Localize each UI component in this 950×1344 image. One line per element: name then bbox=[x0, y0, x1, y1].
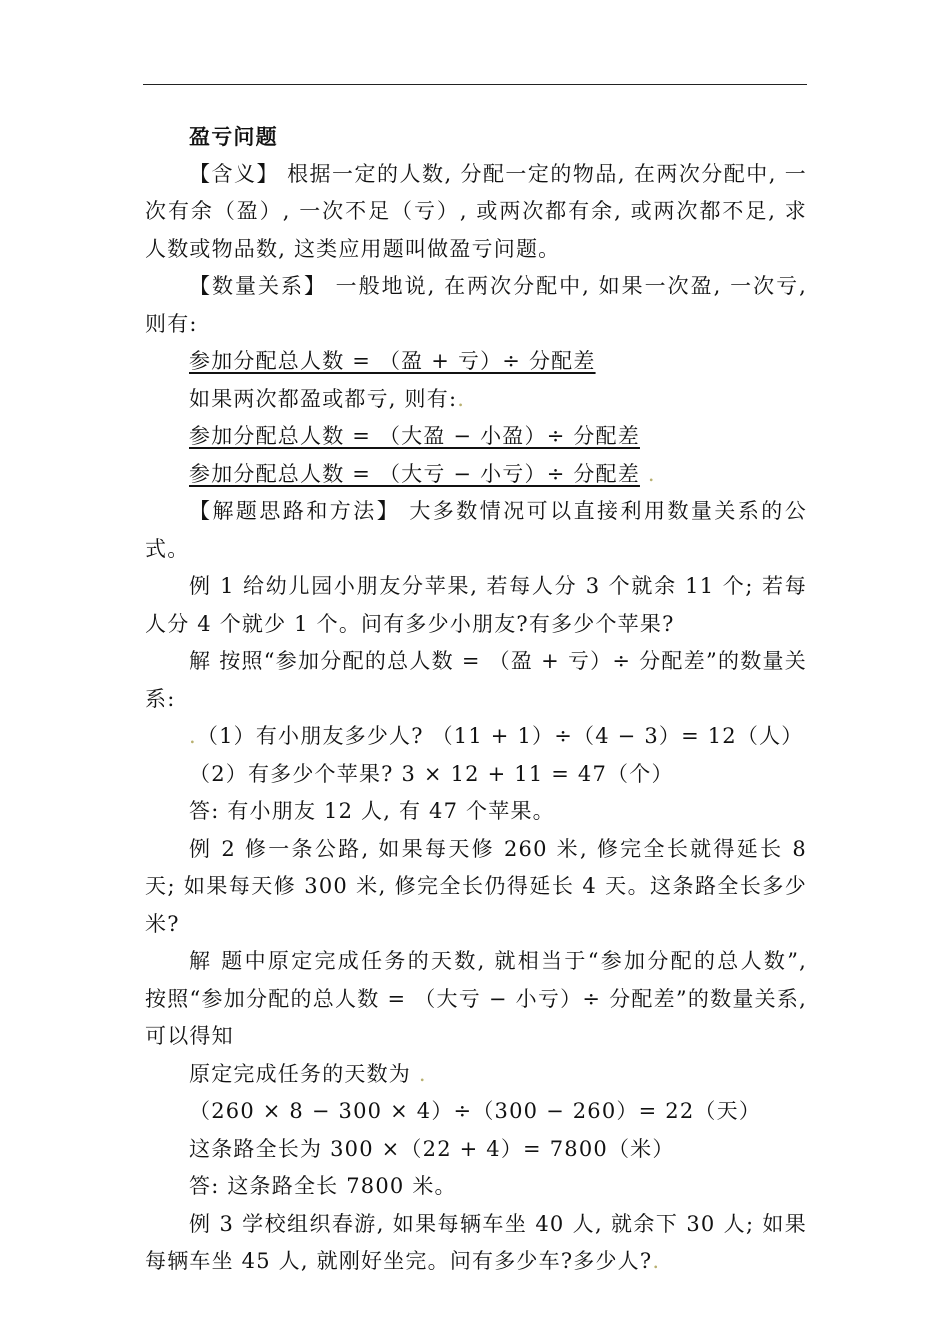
example1-step1: .（1）有小朋友多少人? （11 + 1）÷（4 − 3）= 12（人） bbox=[189, 724, 804, 748]
header-rule bbox=[143, 84, 807, 85]
relations-text: 一般地说, 在两次分配中, 如果一次盈, 一次亏, 则有: bbox=[145, 274, 807, 336]
section-title: 盈亏问题 bbox=[189, 124, 278, 149]
formula-two-deficit: 参加分配总人数 = （大亏 − 小亏）÷ 分配差 bbox=[189, 461, 640, 486]
example2-answer: 答: 这条路全长 7800 米。 bbox=[189, 1174, 457, 1198]
formula-two-surplus: 参加分配总人数 = （大盈 − 小盈）÷ 分配差 bbox=[189, 424, 640, 448]
example2-line3: 这条路全长为 300 ×（22 + 4）= 7800（米） bbox=[189, 1136, 675, 1161]
example1-step2: （2）有多少个苹果? 3 × 12 + 11 = 47（个） bbox=[189, 761, 674, 786]
definition-label: 【含义】 bbox=[189, 161, 279, 186]
document-body bbox=[145, 118, 807, 1281]
formula-surplus-deficit: 参加分配总人数 = （盈 + 亏）÷ 分配差 bbox=[189, 349, 596, 373]
definition-paragraph bbox=[145, 156, 807, 269]
example2-line1: 原定完成任务的天数为 . bbox=[189, 1061, 427, 1086]
relations-label: 【数量关系】 bbox=[189, 274, 327, 298]
example2-solution: 解 题中原定完成任务的天数, 就相当于“参加分配的总人数”, 按照“参加分配的总人数 = （大亏 − 小亏）÷ 分配差”的数量关系, 可以得知 bbox=[145, 949, 807, 1048]
formula-line: 参加分配总人数 = （大亏 − 小亏）÷ 分配差 . bbox=[189, 461, 656, 486]
example1-solution: 解 按照“参加分配的总人数 = （盈 + 亏）÷ 分配差”的数量关系: bbox=[145, 649, 807, 711]
example1-question: 例 1 给幼儿园小朋友分苹果, 若每人分 3 个就余 11 个; 若每人分 4 个就少 1 个。问有多少小朋友?有多少个苹果? bbox=[145, 574, 807, 636]
method-label: 【解题思路和方法】 bbox=[189, 499, 401, 523]
relations-paragraph bbox=[145, 268, 807, 343]
formula-line bbox=[145, 343, 807, 381]
relations-note: 如果两次都盈或都亏, 则有:. bbox=[189, 386, 466, 411]
method-text: 大多数情况可以直接利用数量关系的公式。 bbox=[145, 499, 807, 561]
method-paragraph bbox=[145, 493, 807, 568]
formula-line bbox=[145, 418, 807, 456]
example1-answer: 答: 有小朋友 12 人, 有 47 个苹果。 bbox=[189, 799, 555, 823]
example2-question: 例 2 修一条公路, 如果每天修 260 米, 修完全长就得延长 8 天; 如果每天修 300 米, 修完全长仍得延长 4 天。这条路全长多少米? bbox=[145, 836, 807, 936]
definition-text: 根据一定的人数, 分配一定的物品, 在两次分配中, 一次有余（盈）, 一次不足（亏）, 或两次都有余, 或两次都不足, 求人数或物品数, 这类应用题叫做盈亏问题。 bbox=[145, 161, 807, 261]
example3-question: 例 3 学校组织春游, 如果每辆车坐 40 人, 就余下 30 人; 如果每辆车坐 45 人, 就刚好坐完。问有多少车?多少人?. bbox=[145, 1211, 807, 1273]
example2-line2: （260 × 8 − 300 × 4）÷（300 − 260）= 22（天） bbox=[189, 1099, 762, 1123]
